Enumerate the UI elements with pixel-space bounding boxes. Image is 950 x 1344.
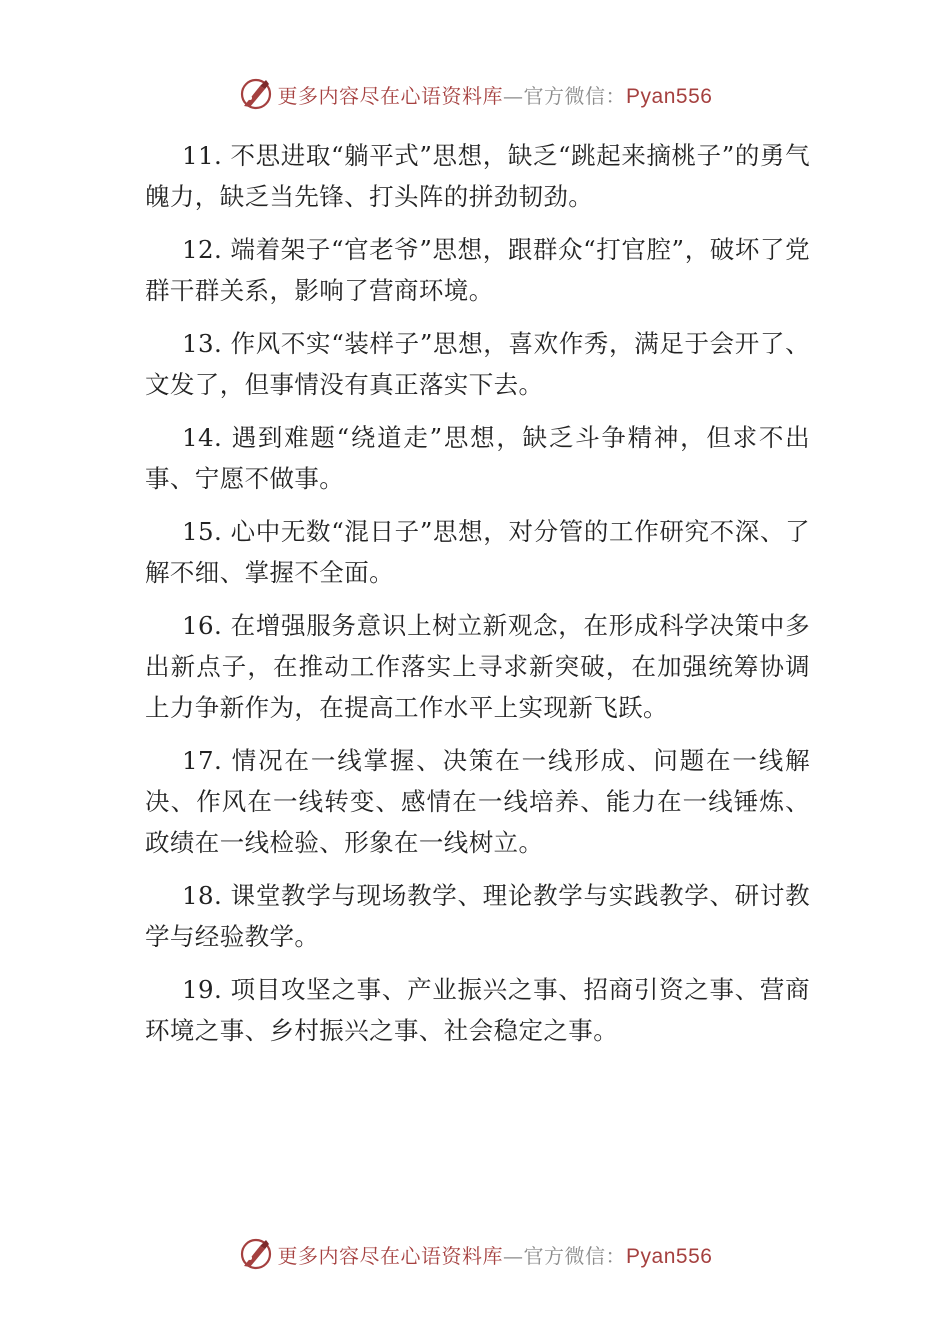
header-banner-text: [278, 80, 713, 109]
dash: —: [503, 1243, 524, 1268]
wechat-id: Pyan556: [626, 1244, 713, 1268]
footer-banner-text: [278, 1240, 713, 1269]
paragraph-17: 17. 情况在一线掌握、决策在一线形成、问题在一线解决、作风在一线转变、感情在一线培养、能力在一线锤炼、政绩在一线检验、形象在一线树立。: [145, 746, 810, 857]
site-text: 更多内容尽在心语资料库: [277, 1243, 504, 1268]
paragraph-19: 19. 项目攻坚之事、产业振兴之事、招商引资之事、营商环境之事、乡村振兴之事、社会稳定之事。: [145, 975, 810, 1045]
paragraph-14: 14. 遇到难题“绕道走”思想，缺乏斗争精神，但求不出事、宁愿不做事。: [145, 423, 810, 493]
paragraph-15: 15. 心中无数“混日子”思想，对分管的工作研究不深、了解不细、掌握不全面。: [145, 517, 810, 587]
paragraph-18: 18. 课堂教学与现场教学、理论教学与实践教学、研讨教学与经验教学。: [145, 881, 810, 951]
footer-banner: [0, 1232, 950, 1276]
paragraph-13: 13. 作风不实“装样子”思想，喜欢作秀，满足于会开了、文发了，但事情没有真正落实下去。: [145, 329, 810, 399]
wechat-label: 官方微信：: [523, 83, 627, 108]
pen-logo-icon: [238, 76, 274, 112]
paragraph-16: 16. 在增强服务意识上树立新观念，在形成科学决策中多出新点子，在推动工作落实上寻求新突破，在加强统筹协调上力争新作为，在提高工作水平上实现新飞跃。: [145, 611, 810, 722]
site-text: 更多内容尽在心语资料库: [277, 83, 504, 108]
dash: —: [503, 83, 524, 108]
pen-logo-icon: [238, 1236, 274, 1272]
wechat-id: Pyan556: [626, 84, 713, 108]
paragraph-11: 11. 不思进取“躺平式”思想，缺乏“跳起来摘桃子”的勇气魄力，缺乏当先锋、打头阵的拼劲韧劲。: [145, 141, 810, 211]
wechat-label: 官方微信：: [523, 1243, 627, 1268]
paragraph-12: 12. 端着架子“官老爷”思想，跟群众“打官腔”，破坏了党群干群关系，影响了营商环境。: [145, 235, 810, 305]
document-body: [145, 135, 810, 1063]
header-banner: [0, 72, 950, 116]
